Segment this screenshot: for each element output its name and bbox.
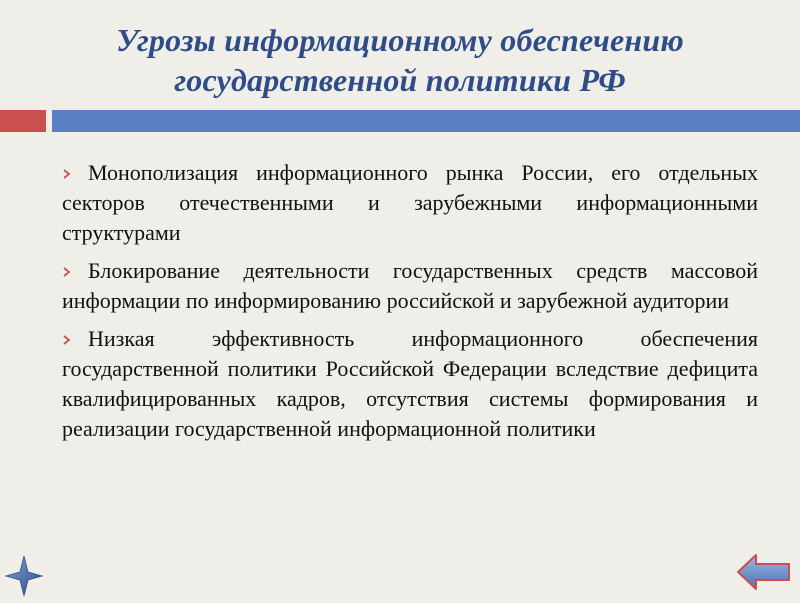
slide-title	[40, 20, 760, 100]
slide-title-line-1: Угрозы информационному обеспечению	[116, 22, 684, 58]
chevron-right-icon	[62, 324, 84, 354]
title-divider-accent	[0, 110, 46, 132]
bullet-item	[62, 324, 758, 444]
bullet-text: Монополизация информационного рынка России, его отдельных секторов отечественными и зарубежными информационными структурами	[62, 160, 758, 245]
four-point-star-icon	[4, 554, 44, 598]
slide-title-line-2: государственной политики РФ	[174, 62, 626, 98]
bullet-item	[62, 158, 758, 248]
chevron-right-icon	[62, 256, 84, 286]
back-arrow-icon	[736, 552, 792, 592]
chevron-right-icon	[62, 158, 84, 188]
back-arrow-button[interactable]	[736, 552, 792, 592]
bullet-list	[62, 158, 758, 452]
title-divider-bar	[52, 110, 800, 132]
bullet-text: Низкая эффективность информационного обеспечения государственной политики Российской Федерации вследствие дефицита квалифицированных кадров, отсутствия системы формирования и реализации государственной информационной политики	[62, 326, 758, 441]
bullet-text: Блокирование деятельности государственных средств массовой информации по информированию российской и зарубежной аудитории	[62, 258, 758, 313]
bullet-item	[62, 256, 758, 316]
